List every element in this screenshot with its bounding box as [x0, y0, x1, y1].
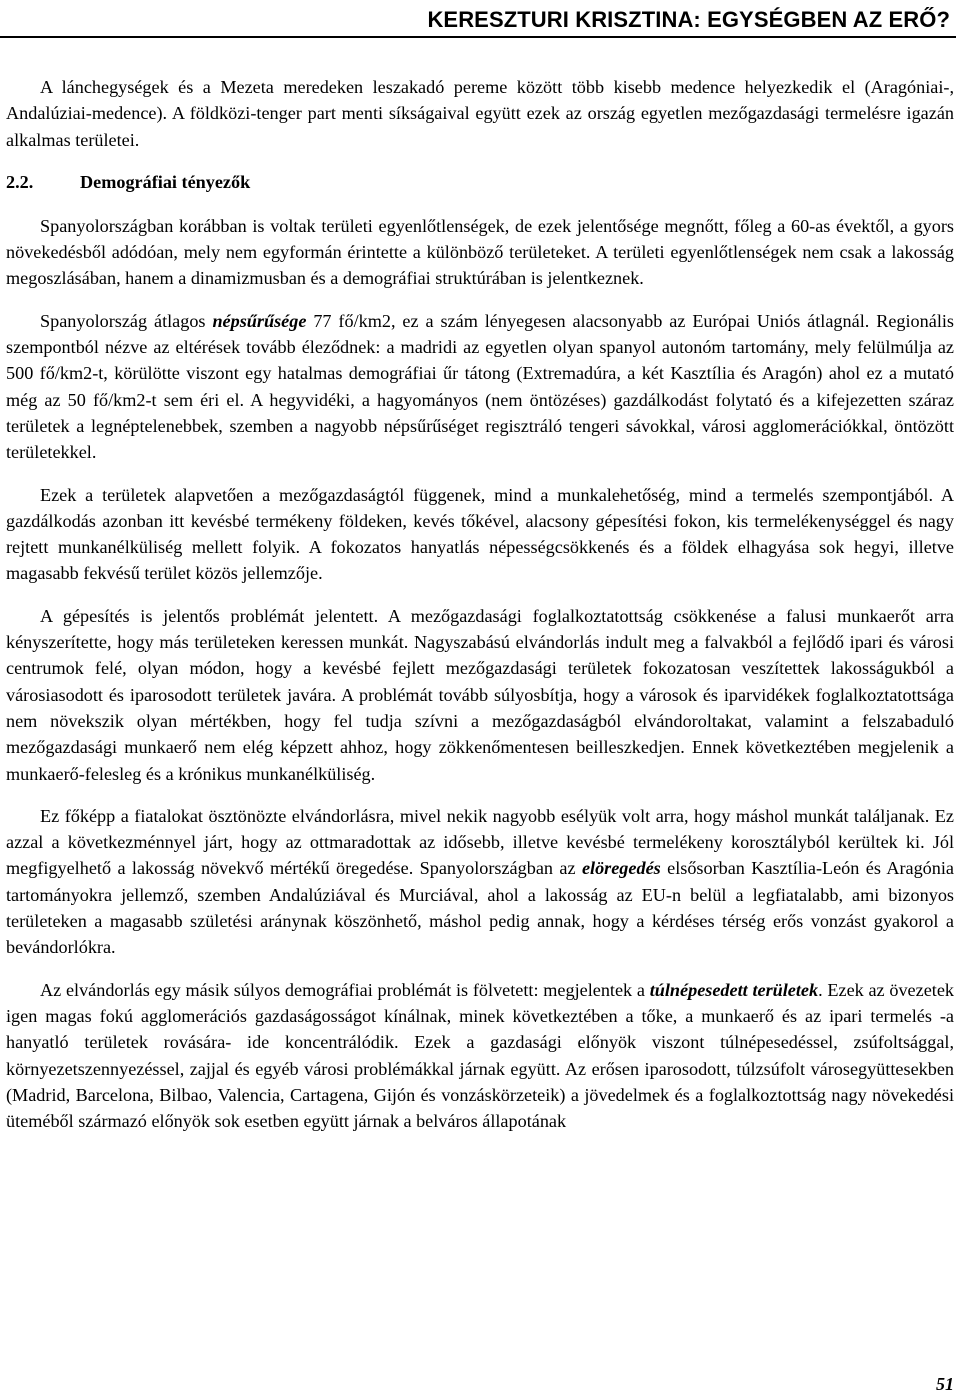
term-nepsuruseg: népsűrűsége [212, 310, 307, 331]
page-body [6, 74, 954, 1150]
p6-text-start: Az elvándorlás egy másik súlyos demográfiai problémát is fölvetett: megjelentek a [40, 979, 650, 1000]
section-heading [6, 169, 954, 195]
running-header [0, 4, 956, 38]
intro-paragraph: A lánchegységek és a Mezeta meredeken leszakadó pereme között több kisebb medence helyezkedik el (Aragóniai-, Andalúziai-medence). A földközi-tenger part menti síkságaival együtt ezek az ország egyetlen mezőgazdasági termelésre igazán alkalmas területei. [6, 77, 954, 150]
paragraph-mechanization: A gépesítés is jelentős problémát jelentett. A mezőgazdasági foglalkoztatottság csökkenése a falusi munkaerőt arra kényszerítette, hogy más területeken keressen munkát. Nagyszabású elvándorlás indult meg a falvakból a fejlődő ipari és városi centrumok felé, olyan módon, hogy a kevésbé fejlett mezőgazdasági területek fokozatosan veszítettek lakosságukból a városiasodott és iparosodott területek javára. A problémát tovább súlyosbítja, hogy a városok és iparvidékek foglalkoztatottsága nem növekszik olyan mértékben, hogy fel tudja szívni a mezőgazdaságból elvándoroltakat, valamint a felszabaduló mezőgazdasági munkaerő nem elég képzett ahhoz, hogy zökkenőmentesen beilleszkedjen. Ennek következtében megjelenik a munkaerő-felesleg és a krónikus munkanélküliség. [6, 605, 954, 784]
paragraph-agriculture-dependence: Ezek a területek alapvetően a mezőgazdaságtól függenek, mind a munkalehetőség, mind a termelés szempontjából. A gazdálkodás azonban itt kevésbé termékeny földeken, kevés tőkével, alacsony gépesítési fokon, kis termelékenységgel és nagy rejtett munkanélküliség mellett folyik. A fokozatos hanyatlás népességcsökkenés és a földek elhagyása sok hegyi, illetve magasabb fekvésű terület közös jellemzője. [6, 484, 954, 584]
p2-text-start: Spanyolország átlagos [40, 310, 213, 331]
paragraph-population-density [6, 308, 954, 466]
p5-text-start: Ez főképp a fiatalokat ösztönözte elvándorlásra, mivel nekik nagyobb esélyük volt arra, hogy máshol munkát találjanak. Ez azzal a következménnyel járt, hogy az ottmaradottak az idősebb, illetve kevésbé termelékeny korosztályból kerültek ki. Jól megfigyelhető a lakosság növekvő mértékű öregedése. Spanyolországban az [6, 805, 954, 879]
section-title: Demográfiai tényezők [80, 171, 251, 192]
section-number: 2.2. [6, 171, 34, 192]
p6-text-rest: . Ezek az övezetek igen magas fokú agglomerációs gazdaságosságot kínálnak, minek következtében a tőke, a munkaerő és az ipari termelés -a hanyatló területek rovására- ide koncentrálódik. Ezek a gazdasági előnyök viszont túlnépesedéssel, zsúfoltsággal, környezetszennyezéssel, zajjal és egyéb városi problémákkal járnak együtt. Az erősen iparosodott, túlzsúfolt városegyüttesekben (Madrid, Barcelona, Bilbao, Valencia, Cartagena, Gijón és vonzáskörzeteik) a jövedelmek és a foglalkoztottság nagy növekedési üteméből származó előnyök sok esetben együtt járnak a belváros állapotának [6, 979, 954, 1132]
p2-text-rest: 77 fő/km2, ez a szám lényegesen alacsonyabb az Európai Uniós átlagnál. Regionális szempontból nézve az eltérések tovább éleződnek: a madridi az egyetlen olyan spanyol autonóm tartomány, mely felülmúlja az 500 fő/km2-t, körülötte viszont egy hatalmas demográfiai űr tátong (Extremadúra, a két Kasztília és Aragón) ahol ez a mutató még az 50 fő/km2-t sem éri el. A hegyvidéki, a hagyományos (nem öntözéses) gazdálkodást folytató és a kifejezetten száraz területek a legnéptelenebbek, szemben a nagyobb népsűrűséget regisztráló tengeri sávokkal, városi agglomerációkkal, öntözött területekkel. [6, 310, 954, 463]
paragraph-aging [6, 803, 954, 961]
paragraph-regional-inequalities: Spanyolországban korábban is voltak területi egyenlőtlenségek, de ezek jelentősége megnőtt, főleg a 60-as évektől, a gyors növekedésből adódóan, mely nem egyformán érintette a különböző területeket. A területi egyenlőtlenségek nem csak a lakosság megoszlásában, hanem a dinamizmusban és a demográfiai struktúrában is jelentkeznek. [6, 215, 954, 289]
paragraph-overpopulated-areas [6, 977, 954, 1135]
term-elöregedes: elöregedés [581, 858, 661, 879]
header-title: KERESZTURI KRISZTINA: EGYSÉGBEN AZ ERŐ? [427, 7, 950, 32]
page-number: 51 [936, 1374, 954, 1394]
p5-text-rest: elsősorban Kasztília-León és Aragónia tartományokra jellemző, szemben Andalúziával és Murciával, ahol a lakosság az EU-n belül a legfiatalabb, ami bizonyos területeken a magasabb születési aránynak köszönhető, máshol pedig annak, hogy a kérdéses térség erős vonzást gyakorol a bevándorlókra. [6, 858, 954, 958]
term-tulnepesedett-teruletek: túlnépesedett területek [649, 979, 819, 1000]
